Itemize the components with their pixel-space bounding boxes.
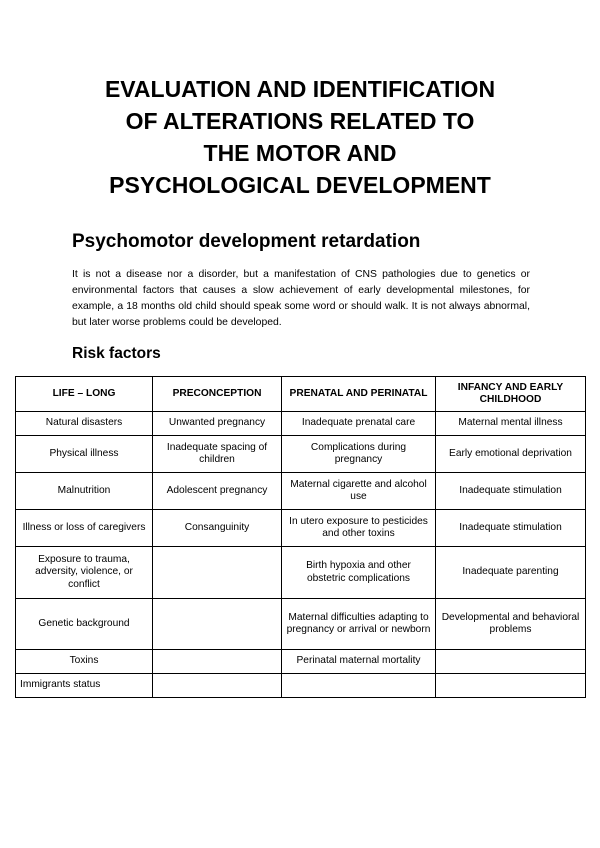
- table-cell: Immigrants status: [16, 674, 153, 698]
- table-cell: Toxins: [16, 650, 153, 674]
- table-cell: Malnutrition: [16, 473, 153, 510]
- table-cell: Inadequate stimulation: [436, 473, 586, 510]
- risk-factors-heading: Risk factors: [72, 345, 161, 362]
- title-line: PSYCHOLOGICAL DEVELOPMENT: [109, 172, 491, 198]
- column-header-infancy-early-childhood: INFANCY AND EARLY CHILDHOOD: [436, 377, 586, 412]
- table-header-row: [16, 377, 586, 412]
- table-cell: Early emotional deprivation: [436, 436, 586, 473]
- table-cell: Natural disasters: [16, 412, 153, 436]
- risk-factors-table: [15, 376, 586, 698]
- table-cell: Perinatal maternal mortality: [282, 650, 436, 674]
- table-cell: [282, 674, 436, 698]
- table-row: [16, 674, 586, 698]
- table-cell: [153, 599, 282, 650]
- table-cell: Inadequate spacing of children: [153, 436, 282, 473]
- table-row: [16, 473, 586, 510]
- table-cell: Exposure to trauma, adversity, violence, or conflict: [16, 547, 153, 599]
- column-header-preconception: PRECONCEPTION: [153, 377, 282, 412]
- table-cell: In utero exposure to pesticides and other toxins: [282, 510, 436, 547]
- table-cell: [153, 547, 282, 599]
- table-cell: Inadequate prenatal care: [282, 412, 436, 436]
- title-line: THE MOTOR AND: [203, 140, 397, 166]
- table-cell: [153, 650, 282, 674]
- column-header-prenatal-perinatal: PRENATAL AND PERINATAL: [282, 377, 436, 412]
- table-cell: Inadequate stimulation: [436, 510, 586, 547]
- table-cell: Maternal cigarette and alcohol use: [282, 473, 436, 510]
- table-cell: [153, 674, 282, 698]
- table-cell: Maternal difficulties adapting to pregnancy or arrival or newborn: [282, 599, 436, 650]
- table-row: [16, 510, 586, 547]
- intro-paragraph: It is not a disease nor a disorder, but a manifestation of CNS pathologies due to genetics or environmental factors that causes a slow achievement of early developmental milestones, for example, a 18 months old child should speak some word or should walk. It is not always abnormal, but later worse problems could be developed.: [72, 269, 530, 328]
- table-row: [16, 599, 586, 650]
- title-line: OF ALTERATIONS RELATED TO: [125, 108, 475, 134]
- table-cell: Birth hypoxia and other obstetric complications: [282, 547, 436, 599]
- table-cell: Adolescent pregnancy: [153, 473, 282, 510]
- table-cell: Inadequate parenting: [436, 547, 586, 599]
- section-heading: Psychomotor development retardation: [72, 231, 421, 252]
- table-cell: Developmental and behavioral problems: [436, 599, 586, 650]
- table-cell: Complications during pregnancy: [282, 436, 436, 473]
- page-title: [40, 73, 560, 201]
- table-cell: Maternal mental illness: [436, 412, 586, 436]
- table-cell: Illness or loss of caregivers: [16, 510, 153, 547]
- title-line: EVALUATION AND IDENTIFICATION: [104, 76, 496, 102]
- table-cell: Consanguinity: [153, 510, 282, 547]
- table-row: [16, 412, 586, 436]
- table-cell: [436, 650, 586, 674]
- table-cell: Physical illness: [16, 436, 153, 473]
- table-row: [16, 436, 586, 473]
- column-header-life-long: LIFE – LONG: [16, 377, 153, 412]
- table-row: [16, 650, 586, 674]
- table-cell: Genetic background: [16, 599, 153, 650]
- table-cell: Unwanted pregnancy: [153, 412, 282, 436]
- table-row: [16, 547, 586, 599]
- table-cell: [436, 674, 586, 698]
